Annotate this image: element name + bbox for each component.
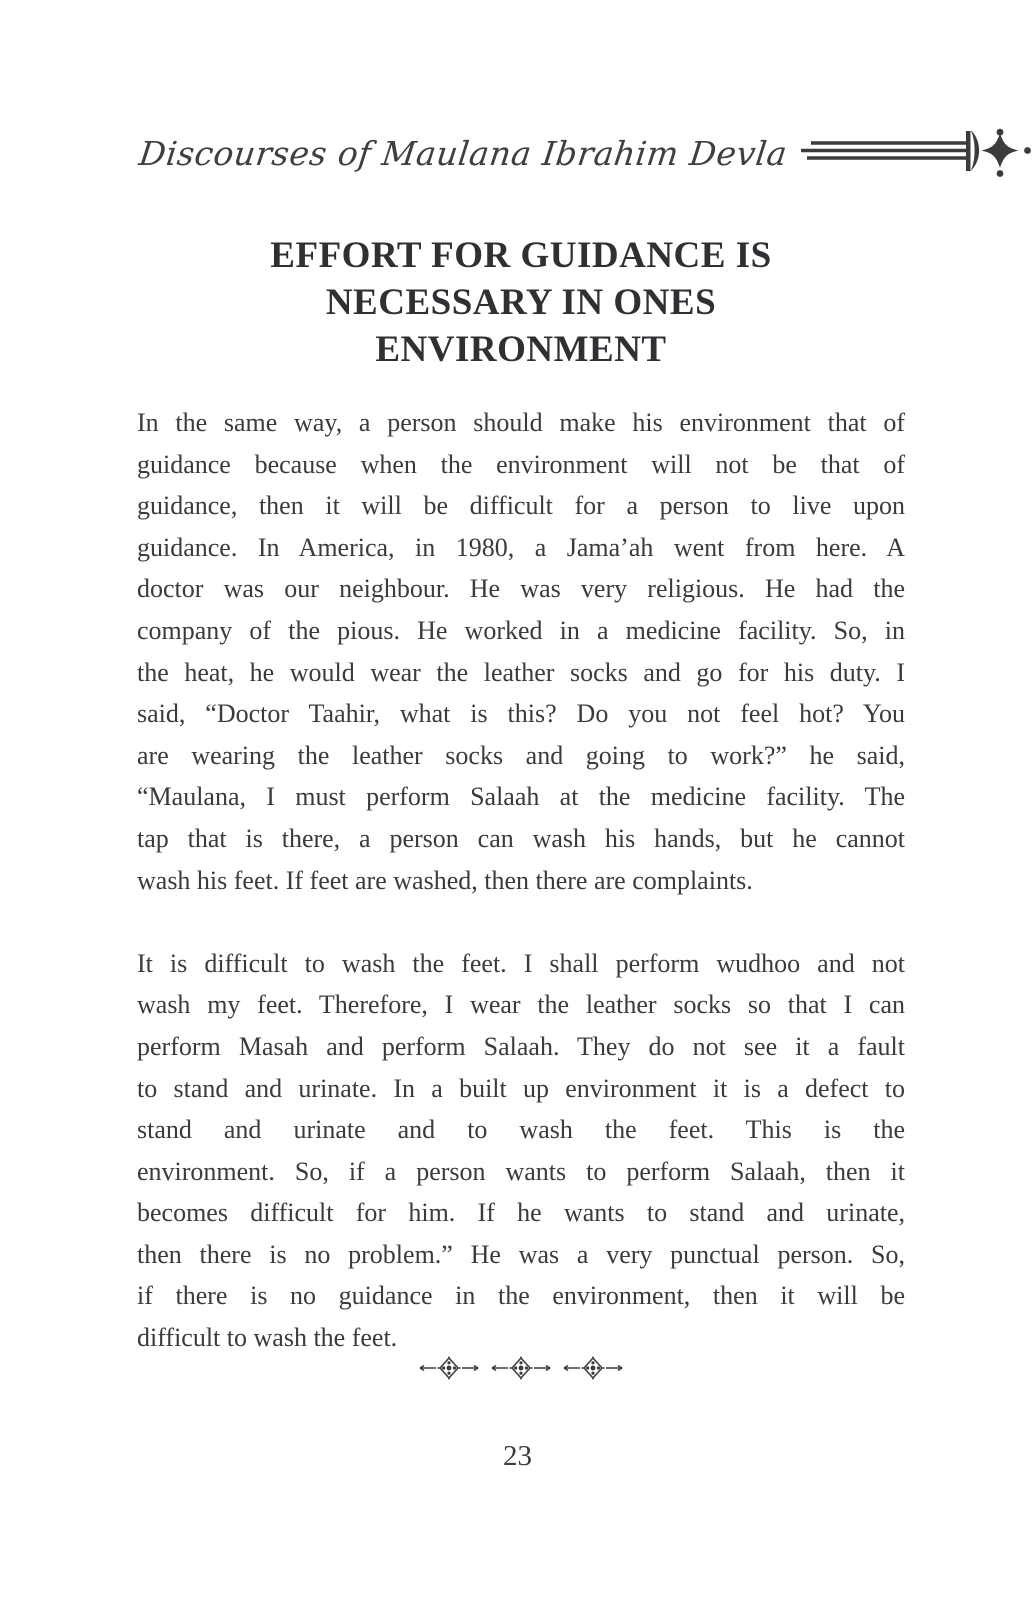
section-divider <box>137 1356 905 1380</box>
title-line: EFFORT FOR GUIDANCE IS <box>270 235 772 276</box>
text-line: to stand and urinate. In a built up environment it is a defect to <box>137 1073 905 1103</box>
text-line: “Maulana, I must perform Salaah at the medicine facility. The <box>137 782 905 812</box>
text-line: wash his feet. If feet are washed, then there are complaints. <box>137 865 753 895</box>
page-number: 23 <box>503 1440 532 1472</box>
text-line: guidance. In America, in 1980, a Jama’ah went from here. A <box>137 532 905 562</box>
text-line: guidance, then it will be difficult for a person to live upon <box>137 491 905 521</box>
text-line: guidance because when the environment will not be that of <box>137 449 905 479</box>
text-line: becomes difficult for him. If he wants to stand and urinate, <box>137 1198 905 1228</box>
text-line: It is difficult to wash the feet. I shall perform wudhoo and not <box>137 948 905 978</box>
text-line: In the same way, a person should make his environment that of <box>137 408 905 437</box>
text-line: then there is no problem.” He was a very punctual person. So, <box>137 1239 905 1269</box>
text-line: said, “Doctor Taahir, what is this? Do you not feel hot? You <box>137 699 905 729</box>
text-line: if there is no guidance in the environment, then it will be <box>137 1281 905 1311</box>
text-line: wash my feet. Therefore, I wear the leather socks so that I can <box>137 990 905 1020</box>
running-head-text: Discourses of Maulana Ibrahim Devla <box>137 133 790 173</box>
page-header <box>137 126 899 180</box>
paragraph <box>137 402 905 901</box>
fleuron-icon <box>419 1356 479 1380</box>
text-line: doctor was our neighbour. He was very religious. He had the <box>137 574 905 604</box>
fleuron-icon <box>563 1356 623 1380</box>
body-text <box>137 402 905 1359</box>
header-rule-diamond-icon <box>797 128 1035 180</box>
text-line: perform Masah and perform Salaah. They do not see it a fault <box>137 1031 905 1061</box>
text-line: environment. So, if a person wants to perform Salaah, then it <box>137 1156 905 1186</box>
paragraph <box>137 943 905 1359</box>
text-line: the heat, he would wear the leather socks and go for his duty. I <box>137 657 905 687</box>
title-line: NECESSARY IN ONES <box>325 282 717 323</box>
text-line: tap that is there, a person can wash his hands, but he cannot <box>137 823 905 853</box>
title-line: ENVIRONMENT <box>375 329 667 370</box>
text-line: are wearing the leather socks and going to work?” he said, <box>137 740 905 770</box>
chapter-title <box>137 232 905 373</box>
text-line: stand and urinate and to wash the feet. This is the <box>137 1115 905 1145</box>
text-line: difficult to wash the feet. <box>137 1323 398 1353</box>
text-line: company of the pious. He worked in a medicine facility. So, in <box>137 615 905 645</box>
fleuron-icon <box>491 1356 551 1380</box>
